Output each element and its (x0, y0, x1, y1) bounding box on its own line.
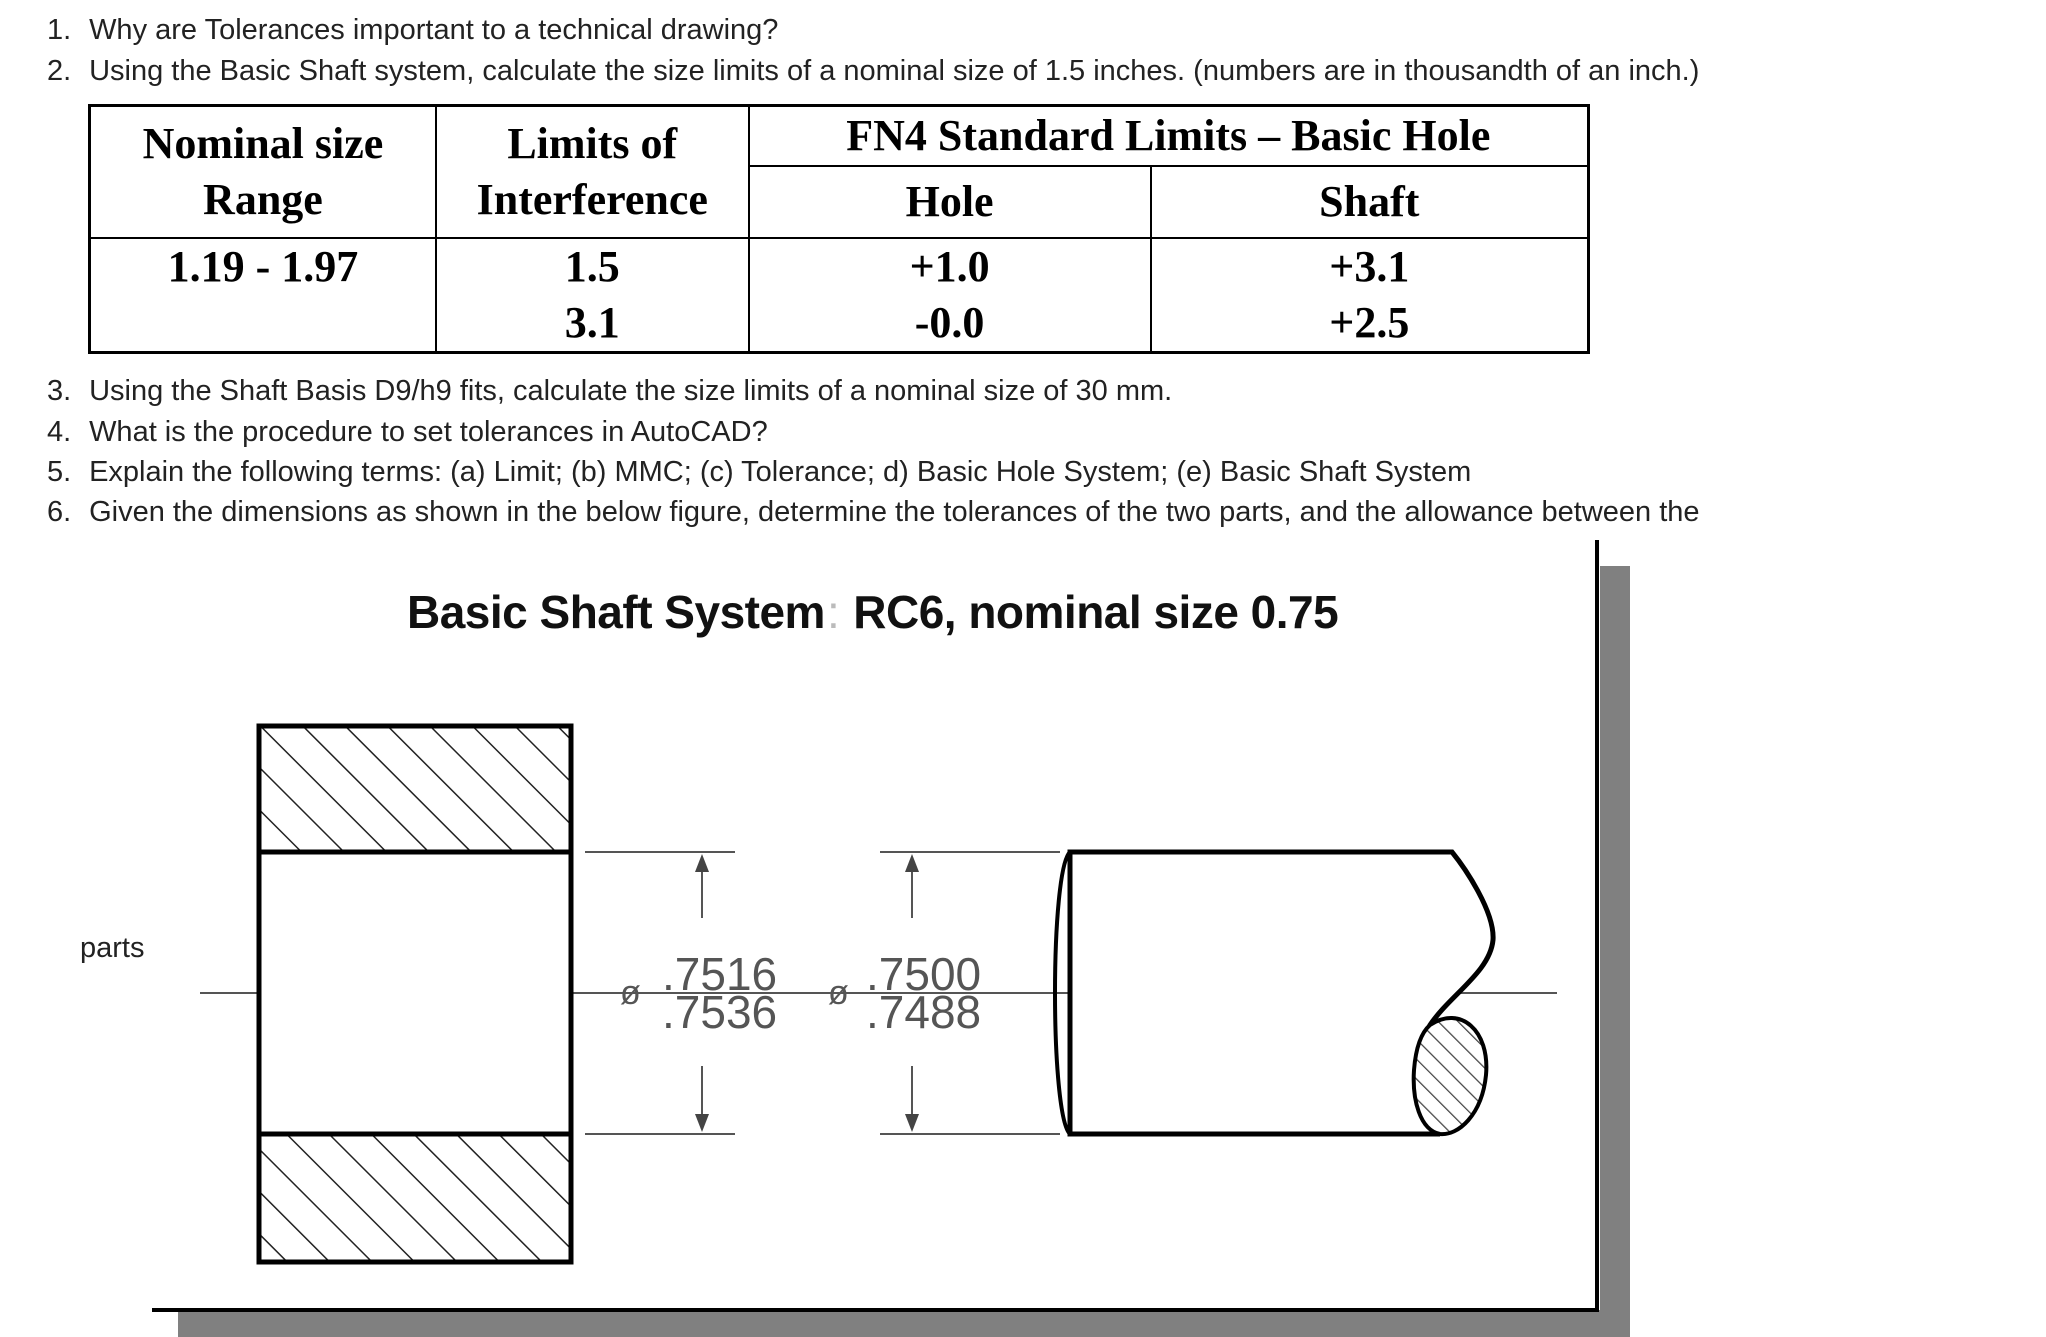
header-hole: Hole (749, 166, 1151, 238)
question-number: 5. (47, 456, 72, 488)
shaft-part (1055, 852, 1493, 1134)
figure-title-separator: : (826, 586, 840, 638)
header-limits-of-interference: Limits of Interference (436, 106, 749, 239)
question-number: 4. (47, 416, 72, 448)
question-number: 2. (47, 55, 72, 87)
cell-interference: 1.5 3.1 (436, 238, 749, 353)
shaft-diameter-symbol: ø (828, 974, 849, 1012)
hole-upper-limit: .7516 (662, 948, 778, 1000)
question-text: Explain the following terms: (a) Limit; (b) MMC; (c) Tolerance; d) Basic Hole System; (e) Basic Shaft System (89, 456, 1472, 488)
question-text: What is the procedure to set tolerances in AutoCAD? (89, 416, 768, 448)
question-text: Using the Shaft Basis D9/h9 fits, calculate the size limits of a nominal size of 30 mm. (89, 375, 1173, 407)
cell-shaft-limits: +3.1 +2.5 (1151, 238, 1589, 353)
parts-label: parts (80, 932, 145, 964)
figure-title-main: Basic Shaft System (407, 586, 825, 638)
header-shaft: Shaft (1151, 166, 1589, 238)
shaft-upper-limit: .7500 (866, 948, 982, 1000)
header-nominal-size: Nominal size Range (90, 106, 436, 239)
question-number: 6. (47, 496, 72, 528)
question-text: Using the Basic Shaft system, calculate the size limits of a nominal size of 1.5 inches. (numbers are in thousandth of an inch.) (89, 55, 1700, 87)
question-text: Given the dimensions as shown in the below figure, determine the tolerances of the two parts, and the allowance between the (89, 496, 1700, 528)
question-number: 3. (47, 375, 72, 407)
cell-hole-limits: +1.0 -0.0 (749, 238, 1151, 353)
hole-lower-limit: .7536 (662, 986, 778, 1038)
cell-range: 1.19 - 1.97 (90, 238, 436, 353)
hole-part (259, 726, 571, 1262)
hole-diameter-symbol: ø (620, 974, 641, 1012)
shaft-lower-limit: .7488 (866, 986, 982, 1038)
figure-subtitle: RC6, nominal size 0.75 (853, 586, 1339, 638)
question-text: Why are Tolerances important to a technical drawing? (89, 14, 779, 46)
question-number: 1. (47, 14, 72, 46)
header-fn4-standard-limits: FN4 Standard Limits – Basic Hole (749, 106, 1589, 167)
